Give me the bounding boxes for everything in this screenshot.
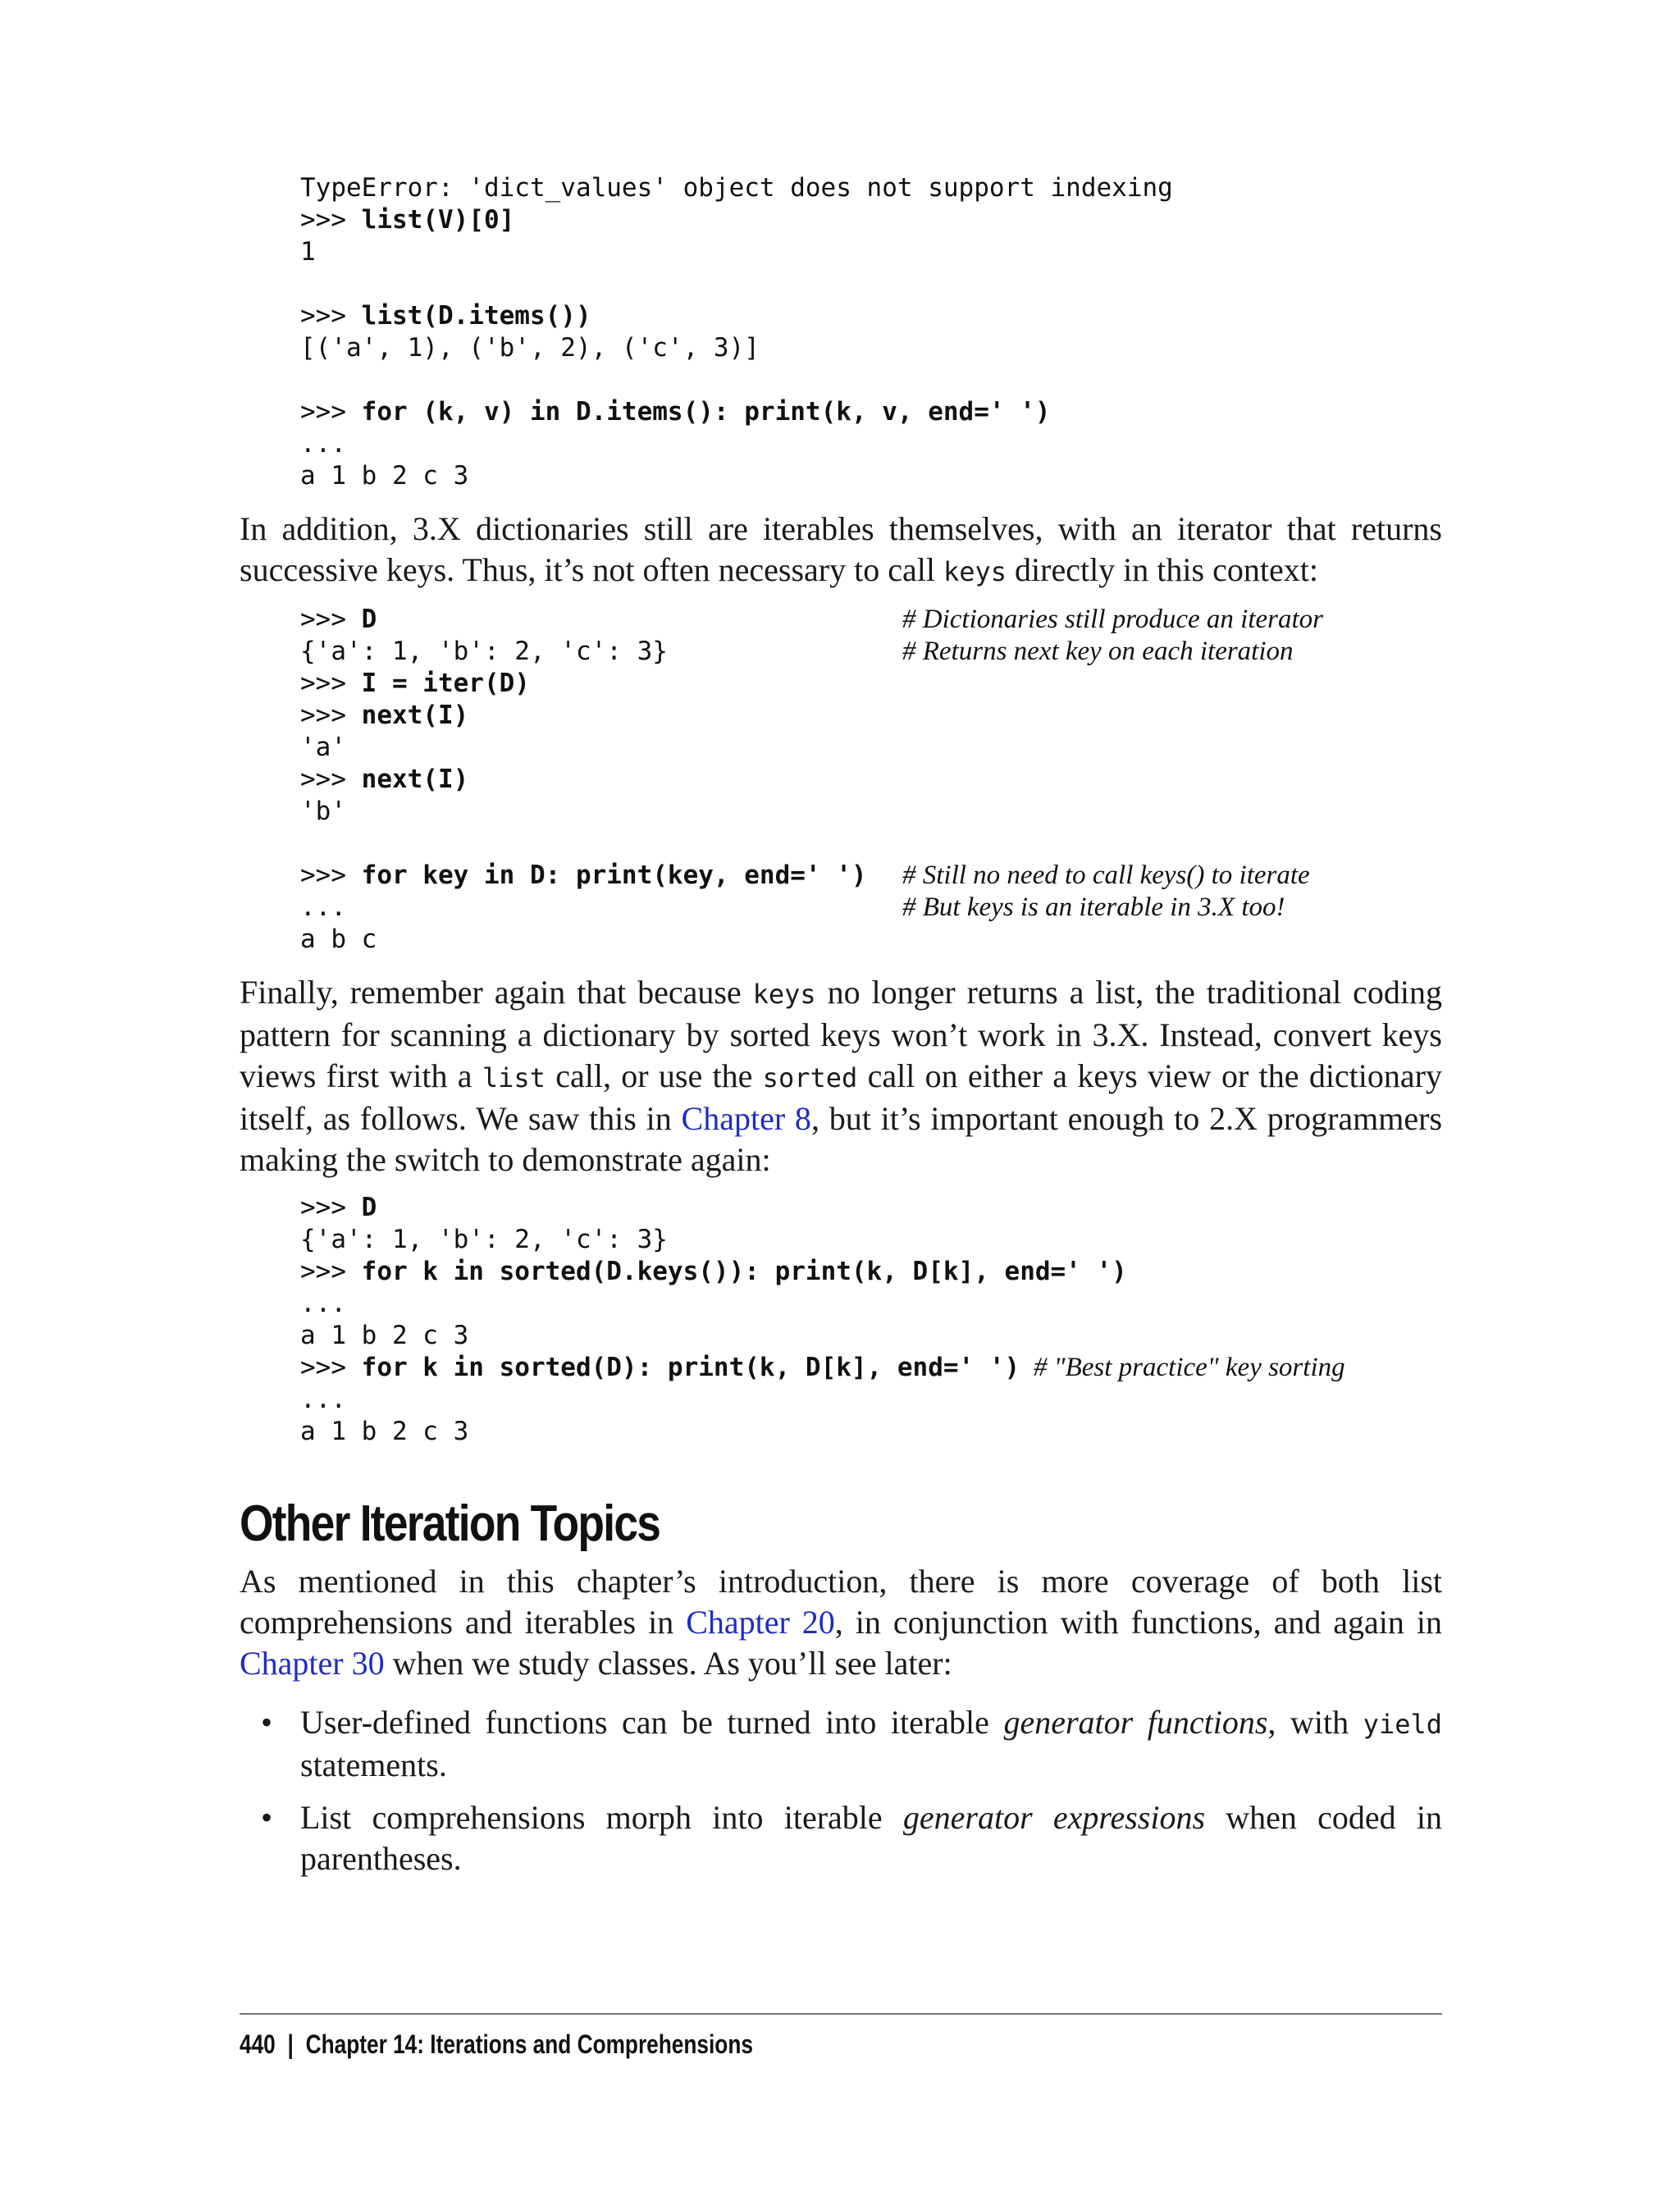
page-number: 440	[240, 2029, 276, 2059]
code-line: TypeError: 'dict_values' object does not support indexing	[300, 173, 1173, 203]
code-line: >>> for k in sorted(D): print(k, D[k], end=' ') # "Best practice" key sorting	[300, 1353, 1345, 1382]
code-line: ...	[300, 1385, 346, 1414]
code-line: a 1 b 2 c 3	[300, 1321, 469, 1350]
code-line: >>> for k in sorted(D.keys()): print(k, D[k], end=' ')	[300, 1257, 1127, 1286]
code-block-3	[240, 1192, 1442, 1448]
paragraph-sorted-keys: Finally, remember again that because keys no longer returns a list, the traditional coding pattern for scanning a dictionary by sorted keys won’t work in 3.X. Instead, convert keys views first with a list call, or use the sorted call on either a keys view or the dictionary itself, as follows. We saw this in Chapter 8, but it’s important enough to 2.X programmers making the switch to demonstrate again:	[240, 974, 1443, 1178]
chapter-20-link[interactable]: Chapter 20	[686, 1604, 835, 1641]
code-line: >>> next(I)	[300, 765, 469, 794]
code-comment: # Still no need to call keys() to iterate	[902, 861, 1310, 890]
page-content	[240, 172, 1442, 1879]
code-line: {'a': 1, 'b': 2, 'c': 3} # Returns next key on each iteration	[300, 637, 1294, 666]
chapter-30-link[interactable]: Chapter 30	[240, 1645, 385, 1682]
code-line: 'b'	[300, 797, 346, 826]
code-line: >>> for (k, v) in D.items(): print(k, v, end=' ')	[300, 397, 1051, 427]
code-line: ...	[300, 429, 346, 459]
list-item: • User-defined functions can be turned into iterable generator functions, with yield statements.	[261, 1704, 1442, 1783]
code-line: ...	[300, 1289, 346, 1318]
code-comment: # "Best practice" key sorting	[1034, 1353, 1345, 1382]
bullet-list	[240, 1702, 1442, 1879]
code-block-2	[240, 604, 1442, 956]
code-line: >>> I = iter(D)	[300, 669, 530, 698]
bullet-icon: •	[261, 1704, 273, 1741]
code-line: >>> list(V)[0]	[300, 205, 515, 235]
code-line: [('a', 1), ('b', 2), ('c', 3)]	[300, 333, 760, 363]
bullet-icon: •	[261, 1799, 273, 1836]
code-line: >>> next(I)	[300, 701, 469, 730]
code-line: >>> list(D.items())	[300, 301, 591, 331]
code-comment: # Dictionaries still produce an iterator	[902, 605, 1323, 634]
code-line: >>> D	[300, 1193, 377, 1222]
code-line: a b c	[300, 924, 377, 954]
footer-separator: |	[287, 2029, 294, 2059]
paragraph-iterables: In addition, 3.X dictionaries still are iterables themselves, with an iterator that returns successive keys. Thus, it’s not often necessary to call keys directly in this context:	[240, 510, 1442, 588]
code-line: a 1 b 2 c 3	[300, 461, 469, 491]
code-comment: # But keys is an iterable in 3.X too!	[902, 892, 1285, 922]
chapter-8-link[interactable]: Chapter 8	[681, 1100, 811, 1137]
code-line: {'a': 1, 'b': 2, 'c': 3}	[300, 1225, 668, 1254]
code-line: 1	[300, 237, 316, 267]
page-footer	[240, 2013, 1442, 2060]
code-line: a 1 b 2 c 3	[300, 1417, 469, 1446]
code-line	[300, 828, 1442, 860]
footer-chapter-title: Chapter 14: Iterations and Comprehensions	[305, 2029, 753, 2059]
section-heading: Other Iteration Topics	[240, 1495, 660, 1552]
list-item: • List comprehensions morph into iterable generator expressions when coded in parentheses.	[261, 1799, 1442, 1877]
code-line: >>> D # Dictionaries still produce an iterator	[300, 605, 1323, 634]
code-line: 'a'	[300, 733, 346, 762]
code-comment: # Returns next key on each iteration	[902, 637, 1294, 666]
code-block-1	[240, 172, 1442, 492]
paragraph-other-topics: As mentioned in this chapter’s introduction, there is more coverage of both list comprehensions and iterables in Chapter 20, in conjunction with functions, and again in Chapter 30 when we study classes. As you’ll see later:	[240, 1563, 1443, 1682]
code-line: >>> for key in D: print(key, end=' ') # Still no need to call keys() to iterate	[300, 861, 1310, 890]
code-line: ... # But keys is an iterable in 3.X too!	[300, 892, 1285, 922]
